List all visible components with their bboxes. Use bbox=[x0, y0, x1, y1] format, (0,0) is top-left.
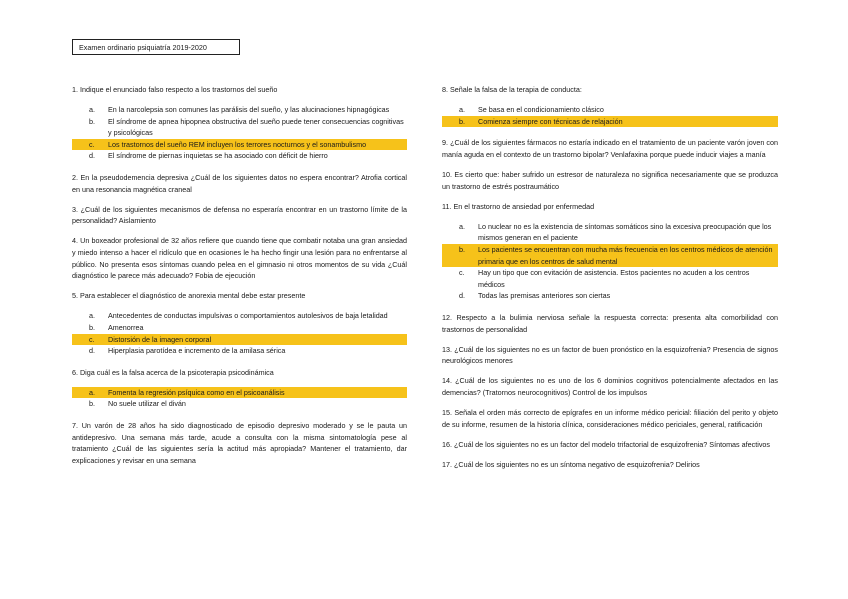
option-1a: a. En la narcolepsia son comunes las parálisis del sueño, y las alucinaciones hipnagógicas bbox=[89, 105, 390, 115]
question-15: 15. Señala el orden más correcto de epígrafes en un informe médico pericial: filiación del perito y objeto de su informe, resumen de la historia clínica, consideraciones médico periciales, general, ratificación bbox=[442, 407, 778, 429]
question-6-options bbox=[72, 387, 407, 410]
option-5b: b. Amenorrea bbox=[89, 323, 144, 332]
option-8a: a. Se basa en el condicionamiento clásico bbox=[459, 105, 604, 115]
option-6a-highlighted: a. Fomenta la regresión psíquica como en el psicoanálisis bbox=[72, 387, 407, 399]
question-2: 2. En la pseudodemencia depresiva ¿Cuál de los siguientes datos no espera encontrar? Atrofia cortical en una resonancia magnética craneal bbox=[72, 173, 407, 194]
option-5c-highlighted: c. Distorsión de la imagen corporal bbox=[72, 334, 407, 346]
option-5a: a. Antecedentes de conductas impulsivas o comportamientos autolesivos de baja letalidad bbox=[89, 311, 388, 321]
question-10: 10. Es cierto que: haber sufrido un estresor de naturaleza no significa necesariamente que se produzca un trastorno de estrés postraumático bbox=[442, 169, 778, 191]
question-8: 8. Señale la falsa de la terapia de conducta: bbox=[442, 85, 582, 94]
option-11a: a. Lo nuclear no es la existencia de síntomas somáticos sino la excesiva preocupación que los mismos generan en el paciente bbox=[459, 221, 772, 243]
right-column bbox=[442, 84, 778, 479]
question-11: 11. En el trastorno de ansiedad por enfermedad bbox=[442, 201, 595, 211]
question-12: 12. Respecto a la bulimia nerviosa señale la respuesta correcta: presenta alta comorbilidad con trastornos de personalidad bbox=[442, 312, 778, 334]
option-1b: b. El síndrome de apnea hipopnea obstructiva del sueño puede tener consecuencias cognitivas y psicológicas bbox=[89, 116, 404, 138]
exam-title: Examen ordinario psiquiatría 2019-2020 bbox=[72, 39, 240, 55]
option-1c-highlighted: c. Los trastornos del sueño REM incluyen los terrores nocturnos y el sonambulismo bbox=[72, 139, 407, 151]
question-16: 16. ¿Cuál de los siguientes no es un factor del modelo trifactorial de esquizofrenia? Síntomas afectivos bbox=[442, 439, 771, 449]
question-13: 13. ¿Cuál de los siguientes no es un factor de buen pronóstico en la esquizofrenia? Presencia de signos neurológicos menores bbox=[442, 344, 778, 366]
option-11d: d. Todas las premisas anteriores son ciertas bbox=[459, 291, 611, 301]
question-17: 17. ¿Cuál de los siguientes no es un síntoma negativo de esquizofrenia? Delirios bbox=[442, 459, 700, 469]
question-14: 14. ¿Cuál de los siguientes no es uno de los 6 dominios cognitivos potencialmente afectados en las demencias? (Tratornos neurocognitivos) Control de los impulsos bbox=[442, 376, 778, 397]
option-11b-highlighted: b. Los pacientes se encuentran con mucha más frecuencia en los centros médicos de atención primaria que en los centros de salud mental bbox=[442, 244, 778, 267]
question-4: 4. Un boxeador profesional de 32 años refiere que cuando tiene que combatir notaba una gran ansiedad y miedo intenso a hacer el ridículo que en ocasiones le ha hecho fingir una lesión para no enfrentarse al público. No presenta esos síntomas cuando pelea en el gimnasio ni otros momentos de su vida ¿Cuál diagnóstico le parece más adecuado? Fobia de ejecución bbox=[72, 236, 407, 281]
question-6: 6. Diga cuál es la falsa acerca de la psicoterapia psicodinámica bbox=[72, 367, 274, 377]
question-9: 9. ¿Cuál de los siguientes fármacos no estaría indicado en el tratamiento de un paciente varón joven con manía aguda en el contexto de un trastorno bipolar? Venlafaxina porque puede inducir viajes a manía bbox=[442, 138, 778, 159]
left-column bbox=[72, 84, 407, 475]
question-8-options bbox=[442, 104, 778, 127]
question-1: 1. Indique el enunciado falso respecto a los trastornos del sueño bbox=[72, 85, 278, 94]
option-5d: d. Hiperplasia parotídea e incremento de la amilasa sérica bbox=[89, 346, 286, 356]
question-3: 3. ¿Cuál de los siguientes mecanismos de defensa no esperaría encontrar en un trastorno límite de la personalidad? Aislamiento bbox=[72, 204, 407, 226]
question-5-options bbox=[72, 310, 407, 356]
question-5: 5. Para establecer el diagnóstico de anorexia mental debe estar presente bbox=[72, 291, 306, 301]
option-8b-highlighted: b. Comienza siempre con técnicas de relajación bbox=[442, 116, 778, 128]
option-11c: c. Hay un tipo que con evitación de asistencia. Estos pacientes no acuden a los centros médicos bbox=[459, 268, 750, 289]
question-7: 7. Un varón de 28 años ha sido diagnosticado de episodio depresivo moderado y se le pauta un antidepresivo. Una semana más tarde, acude a consulta con la misma sintomatología pese al tratamiento ¿Cuál de las siguientes sería la actitud más apropiada? Mantener el tratamiento, dar explicaciones y revisar en una semana bbox=[72, 421, 407, 465]
question-11-options bbox=[442, 221, 778, 302]
question-1-options bbox=[72, 104, 407, 162]
option-6b: b. No suele utilizar el diván bbox=[89, 399, 186, 409]
option-1d: d. El síndrome de piernas inquietas se ha asociado con déficit de hierro bbox=[89, 151, 328, 161]
